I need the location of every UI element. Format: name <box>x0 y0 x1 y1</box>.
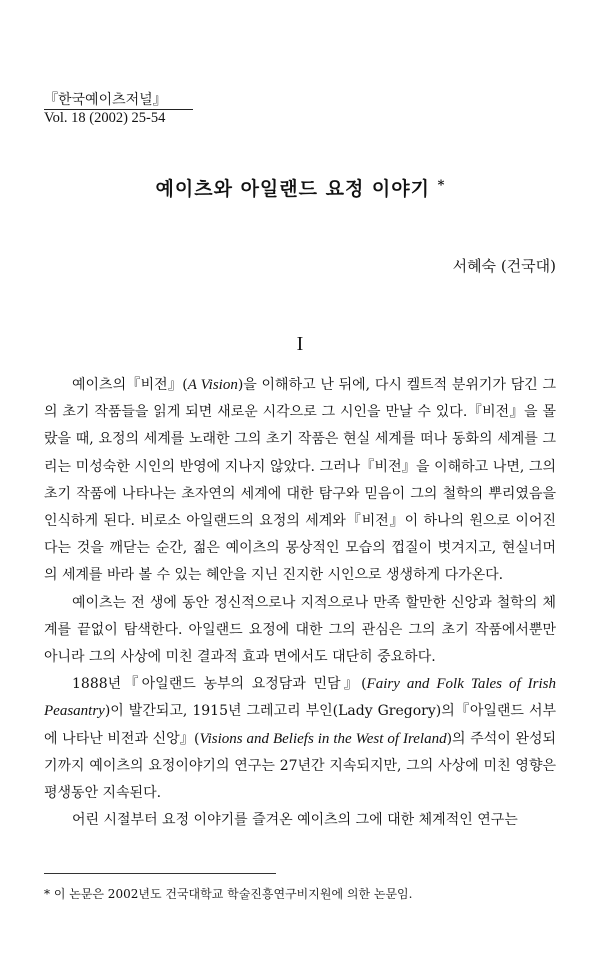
paragraph-3-text-a: 1888년『아일랜드 농부의 요정담과 민담』( <box>72 676 367 693</box>
paper-title-text: 예이츠와 아일랜드 요정 이야기 <box>155 178 430 200</box>
paper-title <box>0 174 600 201</box>
section-heading: I <box>296 333 304 355</box>
paragraph-4: 어린 시절부터 요정 이야기를 즐겨온 예이츠의 그에 대한 체계적인 연구는 <box>72 812 518 829</box>
paragraph-2: 예이츠는 전 생에 동안 정신적으로나 지적으로나 만족 할만한 신앙과 철학의 체계를 끝없이 탐색한다. 아일랜드 요정에 대한 그의 관심은 그의 초기 작품에서뿐만 아니라 그의 사상에 미친 결과적 효과 면에서도 대단히 중요하다. <box>44 594 556 666</box>
paragraph-3 <box>44 671 556 807</box>
footnote-mark: * <box>437 178 445 193</box>
journal-name: 『한국예이츠저널』 <box>44 92 193 110</box>
paragraph-3-italic-a: Fairy and Folk Tales of Irish Peasantry <box>44 676 556 720</box>
body-text <box>44 372 556 834</box>
paragraph-1-text-b: )을 이해하고 난 뒤에, 다시 켈트적 분위기가 담긴 그의 초기 작품들을 읽게 되면 새로운 시각으로 그 시인을 만날 수 있다.『비전』을 몰랐을 때, 요정의 세계를 노래한 그의 초기 작품은 현실 세계를 떠나 동화의 세계를 그리는 미성숙한 시인의 반영에 지나지 않았다. 그러나『비전』을 이해하고 나면, 그의 초기 작품에 나타나는 초자연의 세계에 대한 탐구와 믿음이 그의 철학의 뿌리였음을 인식하게 된다. 비로소 아일랜드의 요정의 세계와『비전』이 하나의 원으로 이어진다는 것을 깨닫는 순간, 젊은 예이츠의 몽상적인 모습의 껍질이 벗겨지고, 현실너머의 세계를 바라 볼 수 있는 혜안을 지닌 진지한 시인으로 생생하게 다가온다. <box>44 377 556 584</box>
author-affiliation: 서혜숙 (건국대) <box>452 257 556 275</box>
paragraph-3-italic-b: Visions and Beliefs in the West of Ireland <box>199 730 447 747</box>
paragraph-3-text-b: )이 발간되고, 1915년 그레고리 부인(Lady Gregory)의『아일랜드 서부에 나타난 비전과 신앙』( <box>44 703 556 747</box>
footnote: * 이 논문은 2002년도 건국대학교 학술진흥연구비지원에 의한 논문임. <box>44 887 413 901</box>
paragraph-3-text-c: )의 주석이 완성되기까지 예이츠의 요정이야기의 연구는 27년간 지속되지만, 그의 사상에 미친 영향은 평생동안 지속된다. <box>44 730 557 802</box>
paragraph-1 <box>44 372 556 590</box>
paragraph-1-text-a: 예이츠의『비전』( <box>72 377 188 393</box>
volume-info: Vol. 18 (2002) 25-54 <box>44 110 166 126</box>
footnote-divider <box>44 873 276 874</box>
journal-header <box>44 92 193 127</box>
paragraph-1-italic-a: A Vision <box>187 377 238 393</box>
